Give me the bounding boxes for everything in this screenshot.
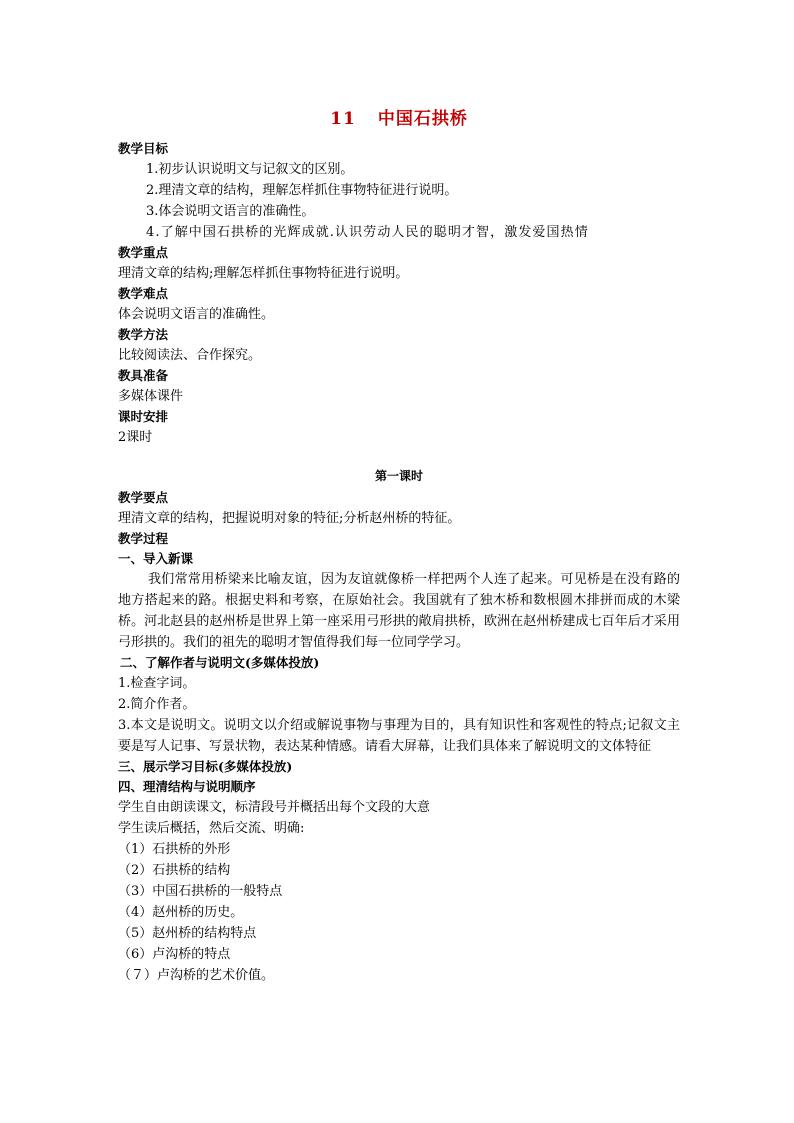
author-item: 3.本文是说明文。说明文以介绍或解说事物与事理为目的，具有知识性和客观性的特点;记叙文主要是写人记事、写景状物，表达某种情感。请看大屏幕，让我们具体来了解说明文的文体特征 — [118, 718, 680, 754]
section-heading-goals: 三、展示学习目标(多媒体投放) — [118, 759, 293, 774]
structure-line: 学生读后概括，然后交流、明确: — [118, 821, 305, 836]
difficulty-text: 体会说明文语言的准确性。 — [118, 307, 275, 322]
process-heading: 教学过程 — [118, 531, 169, 546]
points-text: 理清文章的结构，把握说明对象的特征;分析赵州桥的特征。 — [118, 511, 461, 526]
structure-line: 学生自由朗读课文，标清段号并概括出每个文段的大意 — [118, 800, 431, 815]
title-text: 中国石拱桥 — [377, 109, 468, 129]
structure-item: （4）赵州桥的历史。 — [118, 905, 244, 920]
goal-item: 2.理清文章的结构，理解怎样抓住事物特征进行说明。 — [146, 183, 458, 198]
tools-heading: 教具准备 — [118, 368, 169, 383]
document-title — [118, 104, 680, 134]
schedule-text: 2课时 — [118, 430, 153, 445]
structure-item: （７）卢沟桥的艺术价值。 — [118, 968, 275, 983]
structure-item: （2）石拱桥的结构 — [118, 863, 231, 878]
structure-item: （1）石拱桥的外形 — [118, 842, 231, 857]
focus-heading: 教学重点 — [118, 245, 169, 260]
goal-item: 3.体会说明文语言的准确性。 — [146, 204, 315, 219]
lesson-title: 第一课时 — [374, 469, 423, 483]
structure-item: （3）中国石拱桥的一般特点 — [118, 884, 283, 899]
structure-item: （6）卢沟桥的特点 — [118, 947, 231, 962]
method-heading: 教学方法 — [118, 327, 169, 342]
title-number: 11 — [330, 109, 356, 129]
lesson-plan-page — [118, 104, 680, 986]
author-item: 2.简介作者。 — [118, 697, 196, 712]
points-heading: 教学要点 — [118, 490, 169, 505]
goal-item: 4.了解中国石拱桥的光辉成就.认识劳动人民的聪明才智，激发爱国热情 — [146, 225, 589, 240]
difficulty-heading: 教学难点 — [118, 286, 169, 301]
method-text: 比较阅读法、合作探究。 — [118, 348, 262, 363]
intro-paragraph: 我们常常用桥梁来比喻友谊，因为友谊就像桥一样把两个人连了起来。可见桥是在没有路的地方搭起来的路。根据史料和考察，在原始社会。我国就有了独木桥和数根圆木排拼而成的木梁桥。河北赵县的赵州桥是世界上第一座采用弓形拱的敞肩拱桥，欧洲在赵州桥建成七百年后才采用弓形拱的。我们的祖先的聪明才智值得我们每一位同学学习。 — [118, 572, 680, 650]
section-heading-author: 二、了解作者与说明文(多媒体投放) — [120, 655, 320, 670]
section-heading-intro: 一、导入新课 — [118, 551, 194, 566]
goals-heading: 教学目标 — [118, 141, 169, 156]
author-item: 1.检查字词。 — [118, 676, 196, 691]
schedule-heading: 课时安排 — [118, 409, 169, 424]
section-heading-structure: 四、理清结构与说明顺序 — [118, 779, 256, 794]
goal-item: 1.初步认识说明文与记叙文的区别。 — [146, 162, 354, 177]
focus-text: 理清文章的结构;理解怎样抓住事物特征进行说明。 — [118, 266, 409, 281]
tools-text: 多媒体课件 — [118, 389, 184, 404]
structure-item: （5）赵州桥的结构特点 — [118, 926, 257, 941]
